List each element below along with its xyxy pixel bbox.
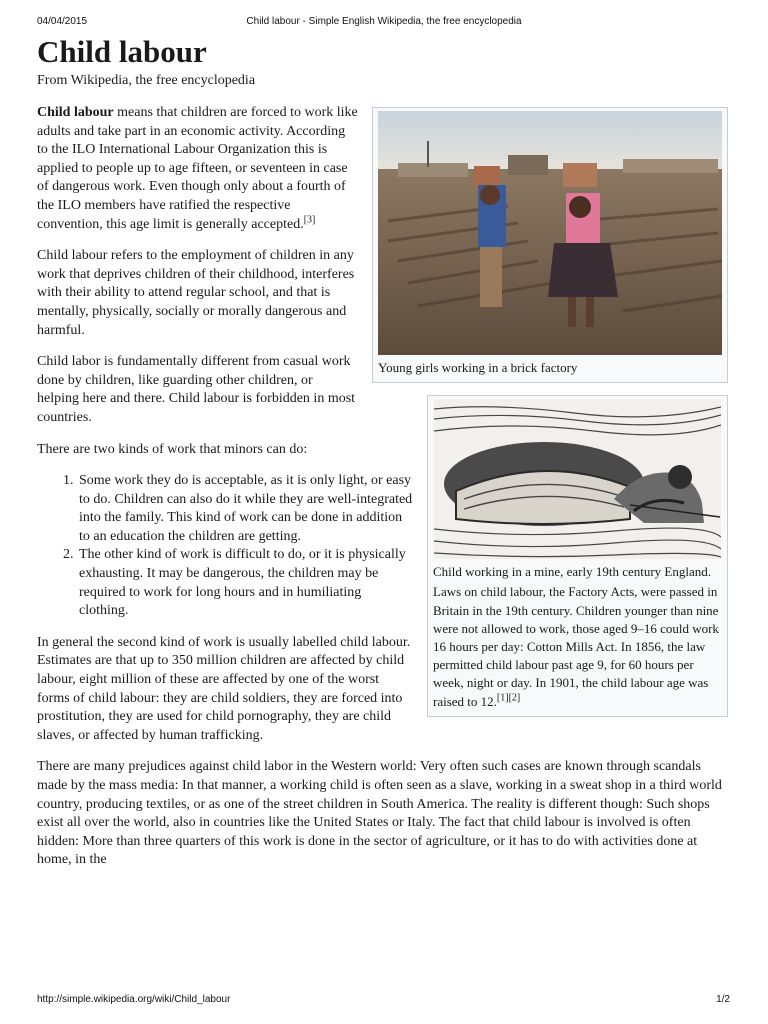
list-item: 1. Some work they do is acceptable, as it is only light, or easy to do. Children can also do it while they are well-integrated into the family. This kind of work can be done in addition to an education the children are getting. bbox=[77, 472, 729, 546]
brick-factory-figure bbox=[372, 107, 728, 383]
page-title: Child labour bbox=[37, 34, 207, 69]
casual-work-paragraph: Child labor is fundamentally different from casual work done by children, like guarding other children, or helping here and there. Child labour is forbidden in most countries. bbox=[37, 354, 356, 425]
print-page-title: Child labour - Simple English Wikipedia, the free encyclopedia bbox=[246, 16, 522, 27]
article-body bbox=[37, 32, 729, 883]
page-number: 1/2 bbox=[716, 994, 730, 1005]
intro-bold-term: Child labour bbox=[37, 105, 114, 120]
brick-factory-caption: Young girls working in a brick factory bbox=[378, 360, 578, 375]
page-subtitle: From Wikipedia, the free encyclopedia bbox=[37, 73, 256, 88]
intro-paragraph: Child labour means that children are forced to work like adults and take part in an economic activity. According to the ILO International Labour Organization this is applied to people up to age fifteen, or seventeen in case of dangerous work. Even though only about a fourth of the ILO members have ratified the respective convention, this age limit is generally accepted.[3] bbox=[37, 105, 358, 232]
mine-engraving bbox=[434, 399, 721, 559]
reference-3-link[interactable]: [3] bbox=[303, 213, 316, 225]
kinds-intro-paragraph: There are two kinds of work that minors can do: bbox=[37, 441, 308, 457]
estimates-paragraph: In general the second kind of work is usually labelled child labour. Estimates are that up to 350 million children are affected by child labour, eight million of these are affected by one of the worst forms of child labour: they are child soldiers, they are forced into prostitution, they are used for child pornography, they are child slaves, or affected by human trafficking. bbox=[37, 634, 411, 743]
reference-1-2-links[interactable]: [1][2] bbox=[496, 692, 521, 704]
definition-paragraph: Child labour refers to the employment of children in any work that deprives children of their childhood, interferes with their ability to attend regular school, and that is mentally, physically, socially or morally dangerous and harmful. bbox=[37, 248, 355, 338]
footer-url: http://simple.wikipedia.org/wiki/Child_labour bbox=[37, 994, 231, 1005]
print-date: 04/04/2015 bbox=[37, 16, 88, 27]
mine-caption: Child working in a mine, early 19th century England. bbox=[433, 564, 711, 580]
brick-factory-photo bbox=[378, 111, 722, 355]
mine-figure bbox=[427, 395, 728, 717]
prejudices-paragraph: There are many prejudices against child labor in the Western world: Very often such cases are known through scandals made by the mass media: In that manner, a working child is often seen as a slave, working in a sweat shop in a third world country, producing textiles, or as one of the street children in South America. The reality is different though: Such shops exist all over the world, also in countries like the United States or Italy. The fact that child labour is involved is often hidden: More than three quarters of this work is done in the sector of agriculture, or it has to do with activities done at home, in the bbox=[37, 759, 722, 868]
factory-acts-caption: Laws on child labour, the Factory Acts, were passed in Britain in the 19th century. Children younger than nine were not allowed to work, those aged 9–16 could work 16 hours per day: Cotton Mills Act. In 1856, the law permitted child labour past age 9, for 60 hours per week, night or day. In 1901, the child labour age was raised to 12.[1][2] bbox=[433, 584, 719, 709]
list-item: 2. The other kind of work is difficult to do, or it is physically exhausting. It may be dangerous, the children may be required to work for long hours and in humiliating clothing. bbox=[77, 546, 729, 620]
